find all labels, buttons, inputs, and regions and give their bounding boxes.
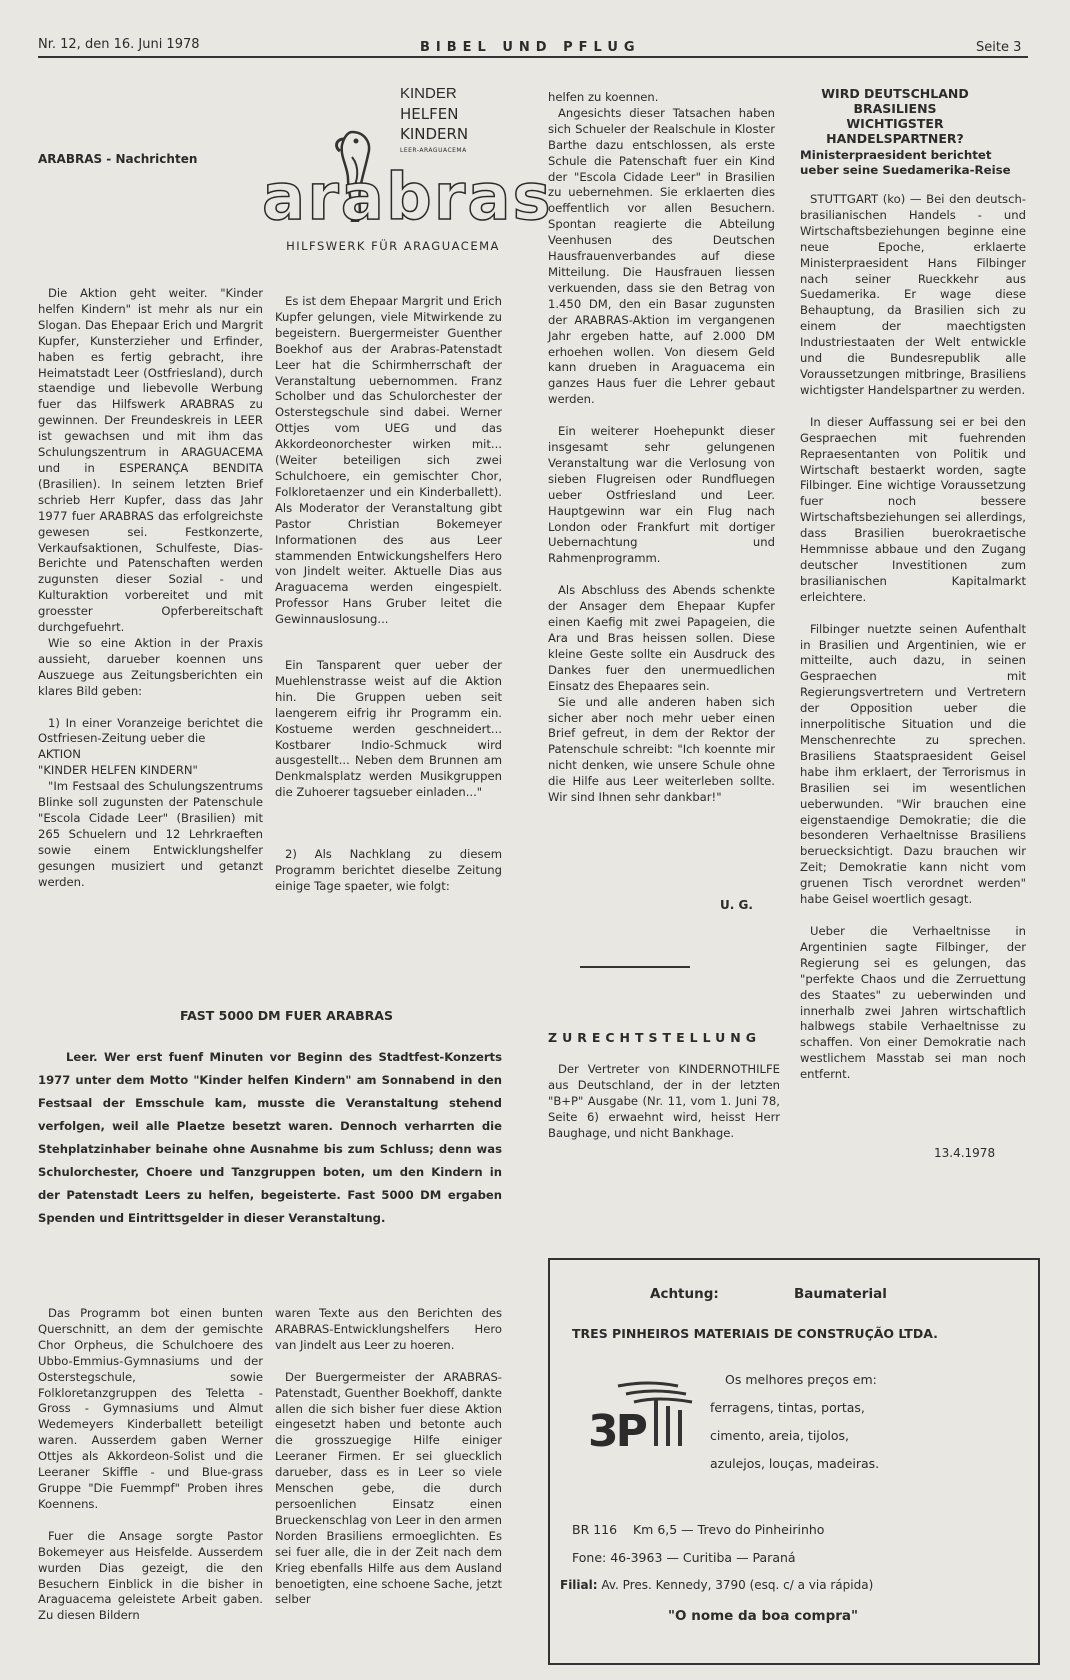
masthead-rule	[38, 56, 1028, 58]
col2-p1: Es ist dem Ehepaar Margrit und Erich Kupfer gelungen, viele Mitwirkende zu begeistern. Buergermeister Guenther Boekhof aus der Arabras-Patenstadt Leer hat die Schirmherrschaft der Veranstaltung uebernommen. Franz Scholber und das Schulorchester der Osterstegschule sind dabei. Werner Ottjes vom UEG und das Akkordeonorchester wirken mit... (Weiter beteiligen sich zwei Schulchoere, ein gemischter Chor, Folkloretaenzer und ein Kinderballett). Als Moderator der Veranstaltung gibt Pastor Christian Bokemeyer Informationen des aus Leer stammenden Entwickungshelfers Hero von Jindelt weiter. Aktuelle Dias aus Araguacema werden eingespielt. Professor Hans Gruber leitet die Gewinnauslosung...	[275, 294, 502, 627]
logo-helfen: HELFEN	[400, 105, 459, 123]
col1-p5: "KINDER HELFEN KINDERN"	[38, 763, 198, 778]
col2-text	[275, 294, 502, 895]
feature-col2	[275, 1306, 502, 1608]
arabras-logo	[262, 85, 553, 260]
feature-c1-p1: Das Programm bot einen bunten Querschnitt, an dem der gemischte Chor Orpheus, die Schulchoere des Ubbo-Emmius-Gymnasiums und der Osterstegschule, sowie Folkloretanzgruppen des Teletta - Gross - Gymnasiums und Almut Wedemeyers Kinderballett beteiligt waren. Ausserdem gaben Werner Ottjes als Akkordeon-Solist und die Leeraner Skiffle - und Blue-grass Gruppe "Die Fuemmpf" Proben ihres Koennens.	[38, 1306, 263, 1511]
col3-p3: Ein weiterer Hoehepunkt dieser insgesamt sehr gelungenen Veranstaltung war die Verlosung von sieben Flugreisen oder Rundfluegen ueber Ostfriesland und Leer. Hauptgewinn war ein Flug nach London oder Frankfurt mit dortiger Uebernachtung und Rahmenprogramm.	[548, 424, 775, 566]
col4-headline	[790, 86, 1000, 146]
ad-line1: Os melhores preços em:	[725, 1372, 877, 1387]
col1-p6: "Im Festsaal des Schulungszentrums Blinke soll zugunsten der Patenschule "Escola Cidade Leer" (Brasilien) mit 265 Schuelern und 12 Lehrkraeften sowie einem Entwicklungshelfer gesungen musiziert und getanzt werden.	[38, 779, 263, 889]
col3-signature: U. G.	[720, 898, 753, 912]
col2-p3: 2) Als Nachklang zu diesem Programm berichtet dieselbe Zeitung einige Tage spaeter, wie folgt:	[275, 847, 502, 893]
col3-text	[548, 90, 775, 806]
col4-text	[800, 192, 1026, 1083]
col4-h4: HANDELSPARTNER?	[826, 131, 964, 146]
col3-p1: helfen zu koennen.	[548, 90, 659, 104]
ad-filial-label: Filial:	[560, 1578, 598, 1592]
col1-p4: AKTION	[38, 747, 81, 762]
masthead-name: BIBEL UND PFLUG	[420, 40, 641, 55]
ad-right: Baumaterial	[794, 1286, 887, 1302]
ad-line4: azulejos, louças, madeiras.	[710, 1456, 880, 1471]
feature-col1	[38, 1306, 263, 1624]
feature-c2-p1: waren Texte aus den Berichten des ARABRAS-Entwicklungshelfers Hero van Jindelt aus Leer zu hoeren.	[275, 1306, 502, 1352]
masthead-issue: Nr. 12, den 16. Juni 1978	[38, 37, 200, 52]
feature-c1-p2: Fuer die Ansage sorgte Pastor Bokemeyer aus Heisfelde. Ausserdem wurden Dias gezeigt, die den Besuchern Einblick in die bisher in Araguacema geleistete Arbeit gaben. Zu diesen Bildern	[38, 1528, 263, 1623]
col1-p3: 1) In einer Voranzeige berichtet die Ostfriesen-Zeitung ueber die	[38, 715, 263, 746]
ad-address: BR 116 Km 6,5 — Trevo do Pinheirinho	[572, 1522, 825, 1537]
logo-kindern: KINDERN	[400, 125, 469, 143]
col4-p3: Filbinger nuetzte seinen Aufenthalt in Brasilien und Argentinien, wie er mitteilte, auch dazu, in seinen Gespraechen mit Regierungsvertretern und Vertretern der Opposition ueber die innerpolitische Situation und die Menschenrechte zu sprechen. Brasiliens Staatspraesident Geisel habe ihm erklaert, der Terrorismus in Brasilien sei im wesentlichen ueberwunden. "Wir brauchen eine eigenstaendige Demokratie; die die besonderen Verhaeltnisse Brasiliens beruecksichtigt. Dazu brauchen wir Zeit; Demokratie kann nicht vom gruenen Tisch verordnet werden" habe Geisel woertlich gesagt.	[800, 621, 1026, 907]
logo-word: arabras	[262, 161, 553, 235]
logo-kinder: KINDER	[400, 85, 457, 102]
col1-heading: ARABRAS - Nachrichten	[38, 152, 198, 166]
ad-left: Achtung:	[650, 1286, 719, 1302]
masthead-page: Seite 3	[976, 40, 1022, 55]
col3-p5: Sie und alle anderen haben sich sicher aber noch mehr ueber einen Brief gefreut, in dem der Rektor der Patenschule schreibt: "Ich koennte mir nicht denken, wie unsere Schule ohne die Hilfe aus Leer weiterleben sollte. Wir sind Ihnen sehr dankbar!"	[548, 694, 775, 805]
ad-company: TRES PINHEIROS MATERIAIS DE CONSTRUÇÃO LTDA.	[572, 1326, 938, 1341]
col1-p1: Die Aktion geht weiter. "Kinder helfen Kindern" ist mehr als nur ein Slogan. Das Ehepaar Erich und Margrit Kupfer, Kunsterzieher und Erfinder, haben es fertig gebracht, ihre Heimatstadt Leer (Ostfriesland), durch staendige und liebevolle Werbung fuer das Hilfswerk ARABRAS zu gewinnen. Der Freundeskreis in LEER ist gewachsen und mit ihm das Schulungszentrum in ARAGUACEMA und in ESPERANÇA BENDITA (Brasilien). In seinem letzten Brief schrieb Herr Kupfer, dass das Jahr 1977 fuer ARABRAS das erfolgreichste gewesen sei. Festkonzerte, Verkaufsaktionen, Schulfeste, Dias-Berichte und Patenschaften werden zugunsten dieser Sozial - und Kulturaktion vorbereitet und mit groesster Opferbereitschaft durchgefuehrt.	[38, 286, 263, 635]
ad-3p-logo: 3P	[588, 1406, 645, 1457]
ad-phone: Fone: 46-3963 — Curitiba — Paraná	[572, 1550, 796, 1565]
col4-p2: In dieser Auffassung sei er bei den Gespraechen mit fuehrenden Repraesentanten von Politik und Wirtschaft bestaerkt worden, sagte Filbinger. Eine wichtige Voraussetzung fuer noch bessere Wirtschaftsbeziehungen sei allerdings, dass Brasilien buerokraetische Hemmnisse abbaue und den Zugang deutscher Investitionen zum brasilianischen Kapitalmarkt erleichtere.	[800, 414, 1026, 604]
col3-divider	[580, 966, 690, 968]
feature-title: FAST 5000 DM FUER ARABRAS	[180, 1008, 393, 1023]
ad-slogan: "O nome da boa compra"	[668, 1608, 859, 1624]
advertisement-box	[548, 1258, 1040, 1665]
feature-lead: Leer. Wer erst fuenf Minuten vor Beginn des Stadtfest-Konzerts 1977 unter dem Motto "Kinder helfen Kindern" am Sonnabend in den Festsaal der Emsschule kam, musste die Veranstaltung stehend verfolgen, weil alle Plaetze besetzt waren. Dennoch verharrten die Stehplatzinhaber beinahe ohne Ausnahme bis zum Schluss; denn was Schulorchester, Choere und Tanzgruppen boten, um den Kindern in der Patenstadt Leers zu helfen, begeisterte. Fast 5000 DM ergaben Spenden und Eintrittsgelder in dieser Veranstaltung.	[38, 1050, 502, 1225]
col4-subhead: Ministerpraesident berichtet ueber seine Suedamerika-Reise	[800, 148, 1011, 177]
col1-text	[38, 286, 263, 891]
ad-line2: ferragens, tintas, portas,	[710, 1400, 865, 1415]
ad-filial-text: Av. Pres. Kennedy, 3790 (esq. c/ a via rápida)	[601, 1578, 874, 1592]
col4-h1: WIRD DEUTSCHLAND	[821, 86, 969, 101]
col4-date: 13.4.1978	[934, 1146, 996, 1160]
col4-p1: STUTTGART (ko) — Bei den deutsch-brasilianischen Handels - und Wirtschaftsbeziehungen beginne eine neue Epoche, erklaerte Ministerpraesident Hans Filbinger nach seiner Rueckkehr aus Suedamerika. Er wage diese Behauptung, da Brasilien sich zu einem der maechtigsten Industriestaaten der Welt entwickle und die Bundesrepublik alle Voraussetzungen mitbringe, Brasiliens wichtigster Handelspartner zu werden.	[800, 192, 1026, 397]
logo-sub: HILFSWERK FÜR ARAGUACEMA	[286, 239, 500, 253]
feature-c2-p2: Der Buergermeister der ARABRAS-Patenstadt, Guenther Boekhoff, dankte allen die sich bisher fuer diese Aktion eingesetzt haben und betonte auch die grosszuegige Hilfe einiger Leeraner Firmen. Er sei gluecklich darueber, dass es in Leer so viele Menschen gebe, die durch persoenlichen Einsatz einen Brueckenschlag von Leer in den armen Norden Brasiliens ermoeglichten. Es sei fuer alle, die in der Zeit nach dem Krieg ebenfalls Hilfe aus dem Ausland benoetigten, eine schoene Sache, jetzt selber	[275, 1369, 502, 1607]
col3-p2: Angesichts dieser Tatsachen haben sich Schueler der Realschule in Kloster Barthe dazu entschlossen, als erste Schule die Patenschaft fuer ein Kind der "Escola Cidade Leer" in Brasilien zu uebernehmen. Sie erklaerten dies oeffentlich vor allen Besuchern. Spontan reagierte die Abteilung Veenhusen des Deutschen Hausfrauenverbandes auf diese Mitteilung. Die Hausfrauen liessen verkuenden, dass sie den Betrag von 1.450 DM, den ein Basar zugunsten der ARABRAS-Aktion im vergangenen Jahr ergeben hatte, auf 2.000 DM erhoehen wollen. Von diesem Geld kann drueben in Araguacema ein ganzes Haus fuer die Lehrer gebaut werden.	[548, 105, 775, 407]
logo-small: LEER-ARAGUACEMA	[400, 147, 467, 154]
correction-text: Der Vertreter von KINDERNOTHILFE aus Deutschland, der in der letzten "B+P" Ausgabe (Nr. 11, vom 1. Juni 78, Seite 6) erwaehnt wird, heisst Herr Baughage, und nicht Bankhage.	[548, 1062, 780, 1140]
col4-h3: WICHTIGSTER	[846, 116, 944, 131]
ad-filial	[560, 1578, 873, 1592]
col2-p2: Ein Tansparent quer ueber der Muehlenstrasse weist auf die Aktion hin. Die Gruppen ueben seit laengerem eifrig ihr Programm ein. Kostueme werden geschneidert... Kostbarer Indio-Schmuck wird ausgestellt... Neben dem Brunnen am Denkmalsplatz werden Musikgruppen die Zuhoerer tagsueber einladen..."	[275, 658, 502, 800]
col3-p4: Als Abschluss des Abends schenkte der Ansager dem Ehepaar Kupfer einen Kaefig mit zwei Papageien, die Ara und Bras heissen sollen. Diese kleine Geste sollte ein Ausdruck des Dankes fuer den unermuedlichen Einsatz des Ehepaares sein.	[548, 583, 775, 693]
ad-line3: cimento, areia, tijolos,	[710, 1428, 850, 1443]
col1-p2: Wie so eine Aktion in der Praxis aussieht, darueber koennen uns Auszuege aus Zeitungsberichten ein klares Bild geben:	[38, 635, 263, 698]
col4-h2: BRASILIENS	[853, 101, 937, 116]
col4-p4: Ueber die Verhaeltnisse in Argentinien sagte Filbinger, der Regierung sei es gelungen, das "perfekte Chaos und die Zerruettung des Staates" zu ueberwinden und innerhalb zwei Jahren wirtschaftlich halbwegs stabile Verhaeltnisse zu schaffen. Von einer Demokratie nach westlichem Masstab sei man noch entfernt.	[800, 923, 1026, 1082]
correction-heading: ZURECHTSTELLUNG	[548, 1030, 761, 1045]
